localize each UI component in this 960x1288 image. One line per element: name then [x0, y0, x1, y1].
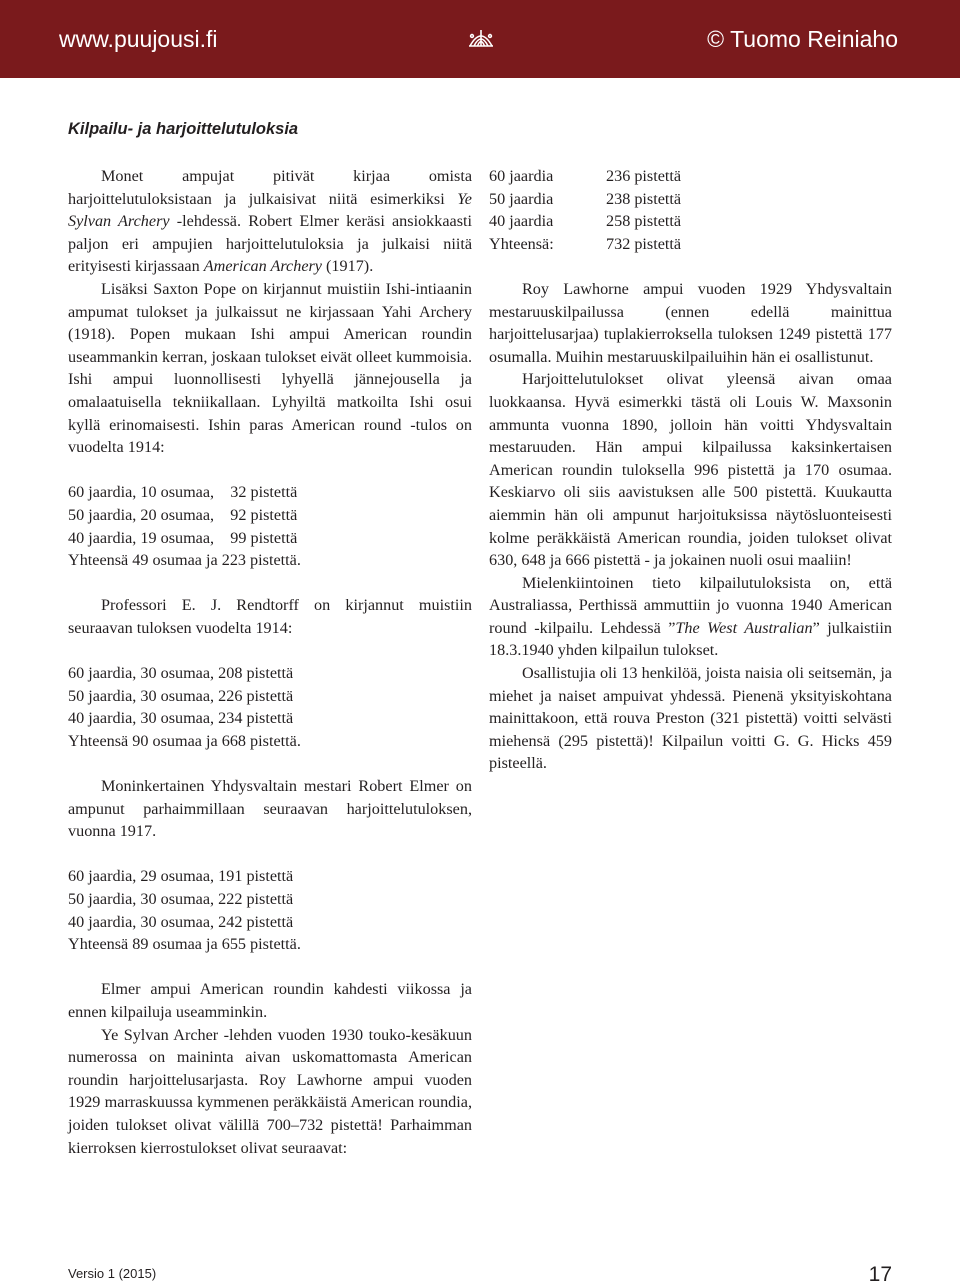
italic-title: American Archery [203, 257, 322, 276]
left-paragraph-1 [68, 165, 472, 278]
right-paragraph-2: Harjoittelutulokset olivat yleensä aivan omaa luokkaansa. Hyvä esimerkki tästä oli Louis W. Maxsonin ammunta vuonna 1890, jolloin hän voitti Yhdysvaltain mestaruuden. Hän ampui kilpailussa kaksinkertaisen American roundin tuloksella 996 pistettä ja 170 osumaa. Keskiarvo oli siis aavistuksen alle 500 pistettä. Kuukautta aiemmin hän oli ampunut harjoituksissa näytösluonteisesti kolme peräkkäistä American roundia, joiden tulokset olivat 630, 648 ja 666 pistettä - ja jokainen nuoli osui maaliin! [489, 370, 892, 570]
list-item [489, 165, 892, 188]
section-title: Kilpailu- ja harjoittelutuloksia [68, 120, 299, 138]
elmer-score-list [68, 865, 472, 955]
left-paragraph-4: Moninkertainen Yhdysvaltain mestari Robert Elmer on ampunut parhaimmillaan seuraavan harjoittelutuloksen, vuonna 1917. [68, 777, 472, 841]
italic-title: Ye Sylvan Archery [68, 189, 472, 231]
list-item [68, 481, 472, 504]
list-item-value: 236 pistettä [606, 167, 682, 185]
list-item-label: Yhteensä: [489, 234, 554, 253]
list-item [489, 210, 892, 233]
version-label: Versio 1 (2015) [68, 1266, 157, 1281]
left-paragraph-2: Lisäksi Saxton Pope on kirjannut muistiin Ishi-intiaanin ampumat tulokset ja julkaissut ne kirjassaan Yahi Archery (1918). Popen mukaan Ishi ampui American roundin useammankin kerran, joskaan tulokset eivät olleet kummoisia. Ishi ampui luonnollisesti lyhyellä jännejousella ja omalaatuisella tekniikallaan. Lyhyiltä matkoilta Ishi osui kyllä erinomaisesti. Ishin paras American round -tulos on vuodelta 1914: [68, 279, 472, 457]
text-run: Mielenkiintoinen tieto kilpailutuloksista on, että Australiassa, Perthissä ammuttiin jo vuonna 1940 American round -kilpailu. Lehdessä ” [489, 573, 892, 637]
left-paragraph-5: Elmer ampui American roundin kahdesti viikossa ja ennen kilpailuja useamminkin. [68, 980, 472, 1021]
list-item [489, 188, 892, 211]
copyright-text: © Tuomo Reiniaho [707, 26, 898, 52]
list-item: 60 jaardia, 29 osumaa, 191 pistettä [68, 867, 294, 886]
list-item-label: 60 jaardia [489, 167, 554, 185]
list-item: 50 jaardia, 30 osumaa, 226 pistettä [68, 686, 294, 705]
list-item: 60 jaardia, 30 osumaa, 208 pistettä [68, 664, 294, 683]
list-item-value: 238 pistettä [606, 189, 682, 208]
list-total: Yhteensä 90 osumaa ja 668 pistettä. [68, 731, 301, 750]
list-item-label: 40 jaardia [489, 212, 554, 231]
left-paragraph-3: Professori E. J. Rendtorff on kirjannut muistiin seuraavan tuloksen vuodelta 1914: [68, 596, 472, 637]
text-run: ” julkaistiin 18.3.1940 yhden kilpailun tulokset. [489, 618, 893, 660]
left-column [68, 165, 472, 1159]
list-item: 40 jaardia, 30 osumaa, 242 pistettä [68, 912, 294, 931]
list-total [489, 233, 892, 256]
page-header [0, 0, 960, 78]
site-url[interactable]: www.puujousi.fi [59, 26, 218, 52]
ishi-score-list [68, 481, 472, 571]
list-item-label: 60 jaardia, 10 osumaa, [68, 483, 215, 502]
text-run: -lehdessä. Robert Elmer keräsi ansiokkaasti paljon eri ampujien harjoittelutuloksia ja julkaisi niitä erityisesti kirjassaan [68, 212, 473, 276]
list-total: Yhteensä 49 osumaa ja 223 pistettä. [68, 551, 301, 570]
list-item-value: 32 pistettä [230, 483, 298, 502]
list-item: 40 jaardia, 30 osumaa, 234 pistettä [68, 709, 294, 728]
left-paragraph-6: Ye Sylvan Archer -lehden vuoden 1930 touko-kesäkuun numerossa on maininta aivan uskomattomasta American roundin harjoittelusarjasta. Roy Lawhorne ampui vuoden 1929 marraskuussa kymmenen peräkkäistä American roundia, joiden tulokset olivat välillä 700–732 pistettä! Parhaimman kierroksen kierrostulokset olivat seuraavat: [68, 1025, 472, 1157]
lawhorne-score-list [489, 165, 892, 255]
right-paragraph-4: Osallistujia oli 13 henkilöä, joista naisia oli seitsemän, ja miehet ja naiset ampuivat yhdessä. Pienenä yksityiskohtana mainittakoon, että rouva Preston (321 pistettä) voitti selvästi miehensä (295 pistettä)! Kilpailun voitti G. G. Hicks 459 pisteellä. [489, 664, 892, 773]
list-item-label: 40 jaardia, 19 osumaa, [68, 528, 215, 547]
list-item-label: 50 jaardia [489, 189, 554, 208]
right-paragraph-3 [489, 572, 892, 662]
right-paragraph-1: Roy Lawhorne ampui vuoden 1929 Yhdysvaltain mestaruuskilpailussa (ennen edellä mainittua harjoittelusarjaa) tuplakierroksella tuloksen 1249 pistettä 177 osumalla. Muihin mestaruuskilpailuihin hän ei osallistunut. [489, 279, 892, 366]
list-item-value: 99 pistettä [230, 528, 298, 547]
list-item [68, 527, 472, 550]
list-total: Yhteensä 89 osumaa ja 655 pistettä. [68, 935, 301, 954]
list-item [68, 504, 472, 527]
page-number: 17 [868, 1263, 892, 1286]
list-item: 50 jaardia, 30 osumaa, 222 pistettä [68, 890, 294, 908]
text-run: (1917). [322, 257, 374, 276]
list-item-label: 50 jaardia, 20 osumaa, [68, 505, 215, 524]
shell-logo-icon [466, 24, 496, 50]
italic-title: The West Australian [675, 618, 813, 637]
text-run: Monet ampujat pitivät kirjaa omista harjoittelutuloksistaan ja julkaisivat niitä esimerkiksi [68, 167, 472, 208]
list-item-value: 732 pistettä [606, 234, 682, 253]
list-item-value: 92 pistettä [230, 505, 298, 524]
rendtorff-score-list [68, 662, 472, 752]
right-column [489, 165, 892, 775]
list-item-value: 258 pistettä [606, 212, 682, 231]
